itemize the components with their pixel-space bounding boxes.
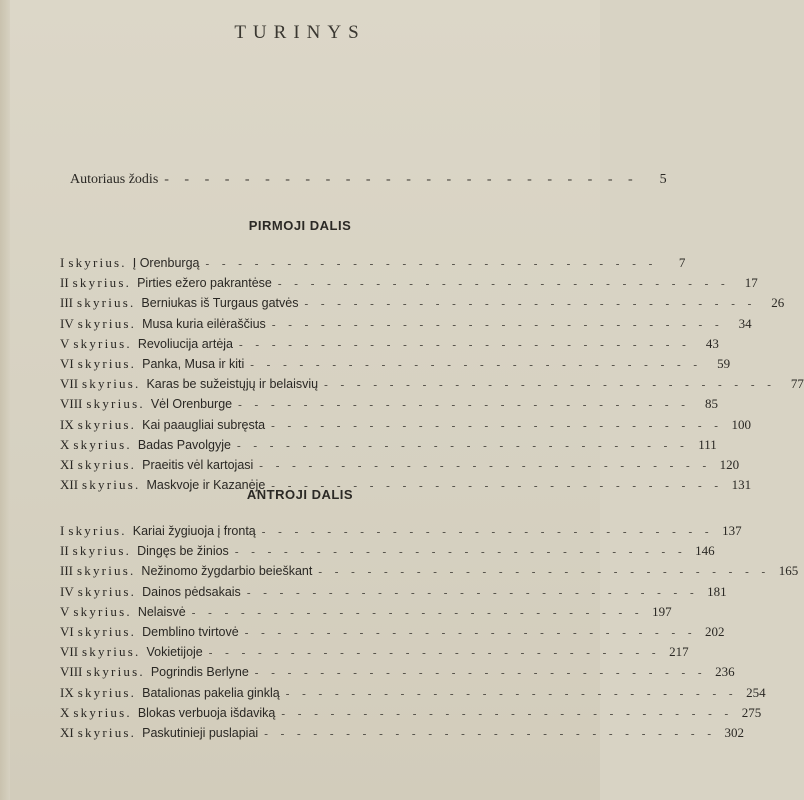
chapter-word: skyrius. — [86, 396, 145, 412]
chapter-numeral: I — [60, 523, 65, 538]
dot-leader: - - - - - - - - - - - - - - - - - - - - - - - - - - - - — [208, 647, 661, 660]
dot-leader: - - - - - - - - - - - - - - - - - - - - - - - - - - - - — [264, 727, 717, 740]
dot-leader: - - - - - - - - - - - - - - - - - - - - - - - - - - - - — [254, 667, 707, 680]
chapter-word: skyrius. — [73, 436, 132, 452]
chapter-title: Kai paaugliai subręsta — [142, 417, 266, 432]
toc-chapter-row — [60, 662, 735, 682]
toc-chapter-row — [60, 602, 672, 622]
toc-chapter-row — [60, 723, 745, 743]
chapter-word: skyrius. — [82, 376, 141, 392]
chapter-page-number: 85 — [704, 396, 718, 412]
chapter-title: Panka, Musa ir kiti — [142, 356, 245, 371]
toc-chapter-row — [60, 521, 742, 541]
dot-leader: - - - - - - - - - - - - - - - - - - - - - - - - - - - - — [271, 419, 723, 432]
chapter-word: skyrius. — [73, 335, 132, 351]
toc-intro-row — [70, 172, 667, 192]
chapter-title: Pirties ežero pakrantėse — [137, 276, 272, 291]
part-heading-second: ANTROJI DALIS — [246, 487, 354, 502]
dot-leader: - - - - - - - - - - - - - - - - - - - - - - - - - - - - — [324, 379, 776, 392]
chapter-page-number: 137 — [722, 523, 742, 538]
dot-leader: - - - - - - - - - - - - - - - - - - - - - - - - - - - - — [236, 439, 689, 452]
chapter-title: Dainos pėdsakais — [142, 584, 241, 599]
chapter-title: Demblino tvirtovė — [142, 624, 239, 639]
toc-chapter-row — [60, 622, 725, 642]
chapter-numeral: II — [60, 543, 69, 559]
toc-chapter-row — [60, 435, 717, 455]
chapter-title: Dingęs be žinios — [137, 544, 229, 559]
chapter-numeral: VI — [60, 623, 74, 639]
chapter-word: skyrius. — [73, 603, 132, 619]
chapter-word: skyrius. — [77, 456, 137, 472]
chapter-title: Nežinomo žygdarbio beieškant — [141, 564, 313, 579]
chapter-numeral: V — [60, 335, 70, 351]
dot-leader: - - - - - - - - - - - - - - - - - - - - - - - - - - - - — [259, 459, 712, 472]
chapter-numeral: XI — [60, 724, 74, 740]
toc-chapter-row — [60, 354, 731, 374]
chapter-title: Maskvoje ir Kazanėje — [146, 478, 266, 493]
chapter-numeral: XI — [60, 456, 74, 472]
chapter-page-number: 131 — [731, 477, 752, 493]
chapter-word: skyrius. — [73, 704, 132, 720]
chapter-title: Į Orenburgą — [132, 256, 200, 270]
chapter-word: skyrius. — [77, 355, 137, 371]
chapter-numeral: VI — [60, 355, 74, 371]
intro-label: Autoriaus žodis — [70, 172, 159, 187]
page-edge — [0, 0, 10, 800]
chapter-title: Badas Pavolgyje — [137, 437, 231, 452]
chapter-title: Revoliucija artėja — [137, 336, 233, 351]
dot-leader: - - - - - - - - - - - - - - - - - - - - - - - - - - - - — [239, 338, 691, 351]
chapter-page-number: 181 — [707, 583, 727, 599]
chapter-numeral: X — [60, 704, 70, 720]
chapter-numeral: I — [60, 255, 65, 270]
toc-chapter-row — [60, 415, 751, 435]
dot-leader: - - - - - - - - - - - - - - - - - - - - - - - - - - - - — [205, 258, 658, 270]
chapter-title: Berniukas iš Turgaus gatvės — [141, 296, 299, 311]
chapter-word: skyrius. — [82, 644, 141, 660]
dot-leader: - - - - - - - - - - - - - - - - - - - - - - - - - - - - — [238, 399, 690, 412]
chapter-word: skyrius. — [77, 315, 137, 331]
part-heading-first: PIRMOJI DALIS — [248, 218, 352, 233]
dot-leader: - - - - - - - - - - - - - - - - - - - - - - - - - - - - — [250, 358, 703, 371]
dot-leader: - - - - - - - - - - - - - - - - - - - - - - - - - - - - — [191, 606, 644, 619]
chapter-page-number: 26 — [771, 295, 785, 311]
chapter-numeral: V — [60, 603, 70, 619]
dot-leader: - - - - - - - - - - - - - - - - - - - - - - - - - - - - — [271, 480, 724, 493]
chapter-numeral: IV — [60, 583, 74, 599]
chapter-title: Karas be sužeistųjų ir belaisvių — [146, 377, 319, 392]
page-title: TURINYS — [234, 22, 366, 43]
chapter-page-number: 34 — [738, 315, 752, 331]
chapter-word: skyrius. — [77, 295, 136, 311]
chapter-page-number: 120 — [719, 456, 740, 472]
chapter-numeral: IX — [60, 684, 74, 700]
chapter-word: skyrius. — [68, 523, 127, 538]
toc-chapter-row — [60, 561, 799, 581]
dot-leader: - - - - - - - - - - - - - - - - - - - - - - - - — [164, 172, 639, 187]
chapter-page-number: 236 — [715, 664, 735, 680]
chapter-numeral: XII — [60, 477, 79, 493]
dot-leader: - - - - - - - - - - - - - - - - - - - - - - - - - - - - — [304, 298, 757, 311]
chapter-word: skyrius. — [77, 684, 137, 700]
chapter-numeral: II — [60, 275, 69, 291]
chapter-title: Batalionas pakelia ginklą — [142, 685, 280, 700]
chapter-numeral: III — [60, 295, 73, 311]
chapter-title: Vėl Orenburge — [150, 397, 233, 412]
chapter-page-number: 100 — [731, 416, 751, 432]
chapter-word: skyrius. — [68, 255, 127, 270]
chapter-numeral: VIII — [60, 396, 83, 412]
chapter-numeral: VII — [60, 376, 79, 392]
dot-leader: - - - - - - - - - - - - - - - - - - - - - - - - - - - - — [246, 586, 699, 599]
dot-leader: - - - - - - - - - - - - - - - - - - - - - - - - - - - - — [277, 278, 730, 291]
chapter-word: skyrius. — [77, 583, 137, 599]
chapter-word: skyrius. — [86, 664, 145, 680]
toc-chapter-row — [60, 683, 766, 703]
chapter-word: skyrius. — [77, 563, 136, 579]
chapter-page-number: 254 — [746, 684, 766, 700]
chapter-numeral: X — [60, 436, 70, 452]
toc-chapter-row — [60, 273, 758, 293]
toc-chapter-row — [60, 394, 718, 414]
chapter-page-number: 202 — [705, 623, 725, 639]
chapter-page-number: 7 — [678, 255, 686, 270]
chapter-title: Musa kuria eilėraščius — [142, 316, 266, 331]
intro-page-number: 5 — [659, 172, 667, 187]
dot-leader: - - - - - - - - - - - - - - - - - - - - - - - - - - - - — [244, 626, 697, 639]
toc-chapter-row — [60, 374, 804, 394]
chapter-page-number: 17 — [744, 275, 758, 291]
chapter-title: Paskutinieji puslapiai — [142, 725, 259, 740]
chapter-word: skyrius. — [82, 477, 141, 493]
chapter-numeral: VIII — [60, 664, 83, 680]
chapter-numeral: IX — [60, 416, 74, 432]
toc-chapter-row — [60, 253, 686, 273]
toc-chapter-row — [60, 334, 719, 354]
chapter-page-number: 302 — [724, 724, 745, 740]
chapter-numeral: IV — [60, 315, 74, 331]
toc-chapter-row — [60, 293, 785, 313]
chapter-word: skyrius. — [72, 543, 132, 559]
dot-leader: - - - - - - - - - - - - - - - - - - - - - - - - - - - - — [285, 687, 738, 700]
chapter-title: Kariai žygiuoja į frontą — [132, 524, 256, 538]
chapter-page-number: 146 — [695, 543, 715, 559]
chapter-word: skyrius. — [72, 275, 132, 291]
dot-leader: - - - - - - - - - - - - - - - - - - - - - - - - - - - - — [261, 526, 714, 538]
chapter-numeral: III — [60, 563, 73, 579]
chapter-page-number: 217 — [669, 644, 689, 660]
chapter-page-number: 111 — [698, 436, 717, 452]
toc-chapter-row — [60, 314, 752, 334]
chapter-page-number: 43 — [705, 335, 719, 351]
toc-list-part-1 — [60, 253, 804, 495]
chapter-page-number: 275 — [741, 704, 762, 720]
chapter-page-number: 59 — [717, 355, 731, 371]
toc-chapter-row — [60, 455, 740, 475]
dot-leader: - - - - - - - - - - - - - - - - - - - - - - - - - - - - — [234, 546, 687, 559]
dot-leader: - - - - - - - - - - - - - - - - - - - - - - - - - - - - — [281, 707, 734, 720]
chapter-title: Blokas verbuoja išdaviką — [137, 705, 276, 720]
chapter-word: skyrius. — [77, 724, 137, 740]
chapter-numeral: VII — [60, 644, 79, 660]
chapter-word: skyrius. — [77, 623, 137, 639]
toc-chapter-row — [60, 703, 762, 723]
chapter-title: Nelaisvė — [137, 604, 186, 619]
chapter-title: Praeitis vėl kartojasi — [142, 457, 254, 472]
chapter-page-number: 165 — [778, 563, 799, 579]
chapter-title: Vokietijoje — [146, 645, 203, 660]
chapter-page-number: 197 — [652, 603, 672, 619]
toc-chapter-row — [60, 582, 727, 602]
toc-list-part-2 — [60, 521, 799, 743]
chapter-title: Pogrindis Berlyne — [150, 665, 249, 680]
toc-chapter-row — [60, 642, 689, 662]
chapter-page-number: 77 — [790, 376, 804, 392]
chapter-word: skyrius. — [77, 416, 137, 432]
toc-chapter-row — [60, 541, 715, 561]
dot-leader: - - - - - - - - - - - - - - - - - - - - - - - - - - - - — [318, 566, 771, 579]
dot-leader: - - - - - - - - - - - - - - - - - - - - - - - - - - - - — [271, 318, 724, 331]
